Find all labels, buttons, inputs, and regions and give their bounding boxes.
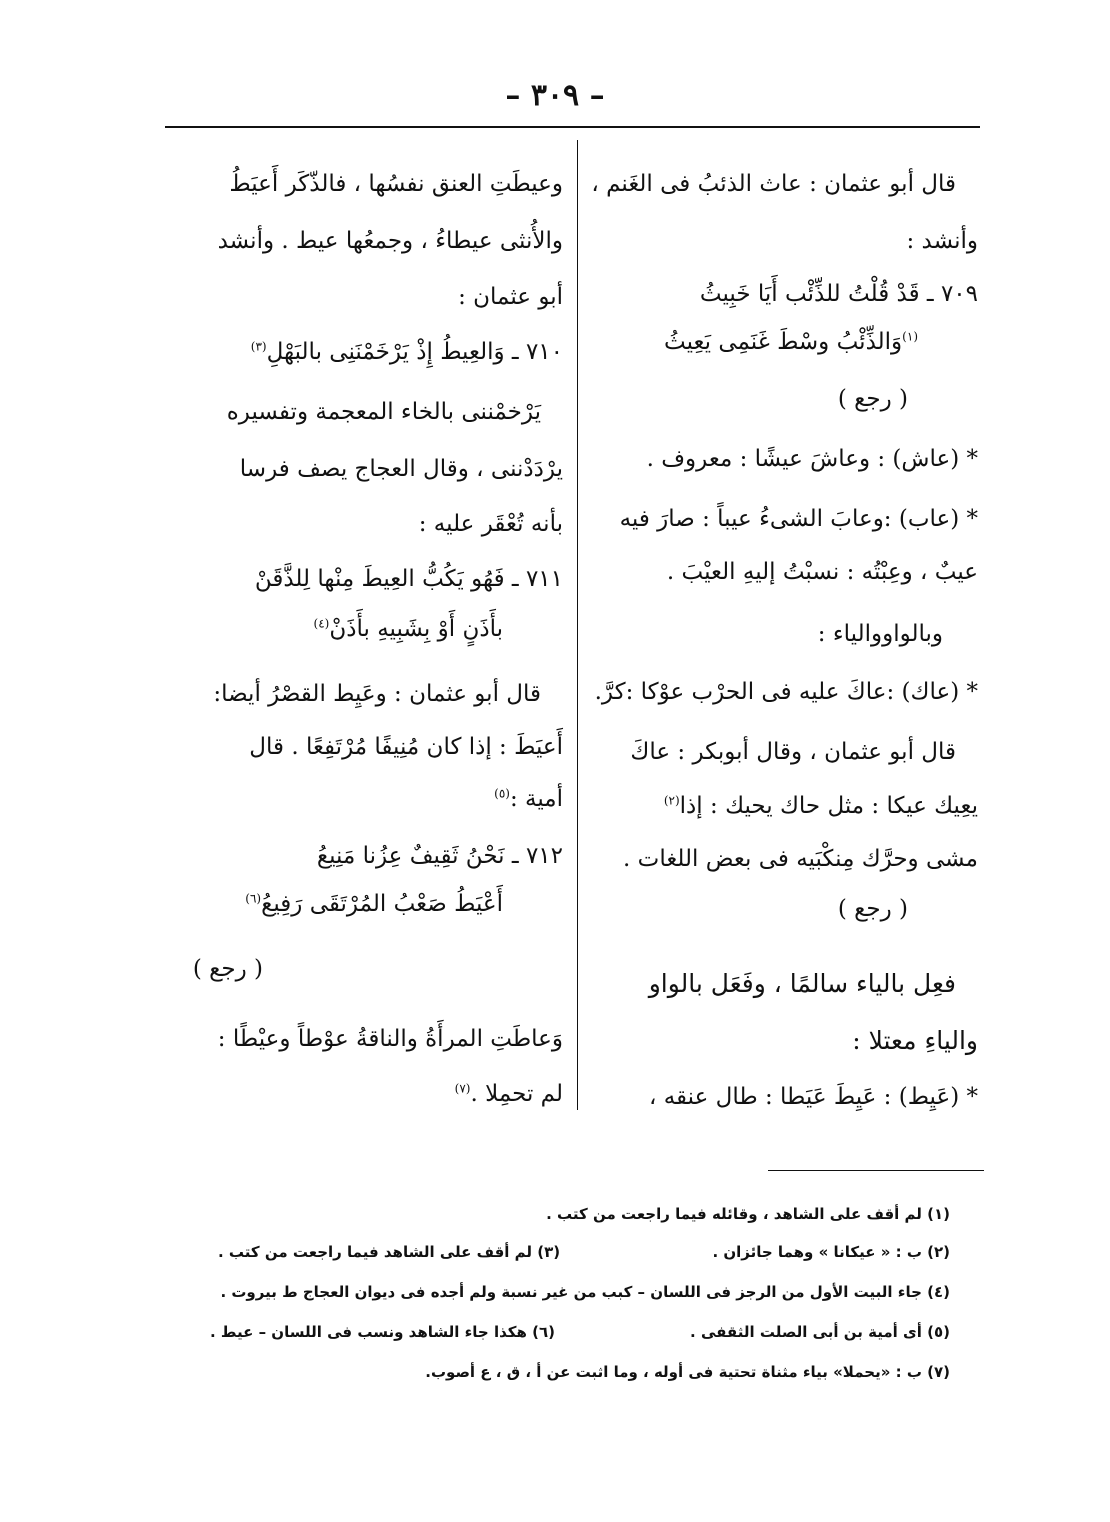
text-line <box>158 785 563 814</box>
footnote <box>200 1243 950 1261</box>
text-line <box>158 1080 563 1109</box>
text-segment: لم تحمِلا . <box>470 1081 563 1107</box>
text-line: والأُنثى عيطاءُ ، وجمعُها عيط . وأنشد <box>217 228 563 254</box>
entry-line: * (عاب) :وعابَ الشىءُ عيباً : صارَ فيه <box>619 506 978 532</box>
footnote-mark: (٦) <box>245 891 262 906</box>
page-number: – ٣٠٩ – <box>505 78 605 113</box>
footnote: (٤) جاء البيت الأول من الرجز فى اللسان – كبب من غير نسبة ولم أجده فى ديوان العجاج ط بيروت . <box>220 1283 950 1301</box>
verse-line <box>98 890 563 919</box>
text-line: قال أبو عثمان : وعَيِط القصْرُ أيضا: <box>213 681 541 707</box>
footnote: (٧) ب : «يحملا» بياء مثناة تحتية فى أوله ، وما اثبت عن أ ، ق ، ع أصوب. <box>425 1363 950 1381</box>
verse-text: أَعْيَطُ صَعْبُ المُرْتَقَى رَفِيعُ <box>261 891 503 917</box>
text-line: وَعاطَتِ المرأَةُ والناقةُ عوْطاً وعيْطًا : <box>217 1026 563 1052</box>
rajaz-marker: ( رجع ) <box>837 896 908 922</box>
footnote-right: (٥) أى أمية بن أبى الصلت الثقفى . <box>690 1323 950 1341</box>
section-heading: فعِل بالياء سالمًا ، وفَعَل بالواو <box>648 969 956 998</box>
text-line: بأنه تُعْقَر عليه : <box>418 511 563 537</box>
verse-line: ٧٠٩ ـ قَدْ قُلْتُ للذِّئْب أَيَا خَبِيثُ <box>699 281 978 307</box>
rajaz-marker: ( رجع ) <box>837 386 908 412</box>
footnote-mark: (٧) <box>454 1081 471 1096</box>
footnote-rule <box>768 1170 984 1171</box>
text-line: مشى وحرَّك مِنكْبَيه فى بعض اللغات . <box>623 846 978 872</box>
footnote-mark: (٢) <box>663 793 680 808</box>
verse-text: ٧١٠ ـ وَالعِيطُ إِذْ يَرْخَمْنَنِى بالبَهْلِ <box>266 339 563 365</box>
entry-line: * (عاش) : وعاشَ عيشًا : معروف . <box>646 446 978 472</box>
footnote-left: (٣) لم أقف على الشاهد فيما راجعت من كتب . <box>218 1243 561 1261</box>
text-line: وعيطَتِ العنق نفسُها ، فالذّكَر أَعيَطُ <box>229 171 563 197</box>
rajaz-marker: ( رجع ) <box>192 956 263 982</box>
entry-line: * (عاك) :عاكَ عليه فى الحرْب عوْكا :كرَّ. <box>594 679 978 705</box>
entry-line: * (عَيِط) : عَيِطَ عَيَطا : طال عنقه ، <box>648 1084 978 1110</box>
verse-text: بأَذَنٍ أَوْ بِشَبِيهِ بأَذَنْ <box>329 616 503 642</box>
verse-line <box>98 615 563 644</box>
footnote-mark: (١) <box>902 329 918 344</box>
section-heading: والياءِ معتلا : <box>852 1026 978 1055</box>
header-rule <box>165 126 980 128</box>
verse-line <box>540 328 978 357</box>
text-line: عيبٌ ، وعِبْتُه : نسبْتُ إليهِ العيْبَ . <box>666 559 978 585</box>
text-line: يَرْخمْننى بالخاء المعجمة وتفسيره <box>226 399 541 425</box>
text-line: قال أبو عثمان ، وقال أبوبكر : عاكَ <box>630 739 956 765</box>
footnote-mark: (٤) <box>313 616 330 631</box>
text-line <box>600 792 978 821</box>
section-heading: وبالواووالياء : <box>817 621 943 647</box>
footnote-right: (٢) ب : « عيكانا » وهما جائزان . <box>712 1243 950 1261</box>
text-line: يرْدَدْننى ، وقال العجاج يصف فرسا <box>239 456 563 482</box>
verse-line: ٧١٢ ـ نَحْنُ ثَقِيفٌ عِزُنا مَنِيعُ <box>316 843 563 869</box>
verse-text: وَالذِّئْبُ وسْطَ غَنَمِى يَعِيثُ <box>664 329 903 355</box>
footnote-mark: (٥) <box>494 786 510 801</box>
text-line: أَعيَطَ : إذا كان مُنِيفًا مُرْتَفِعًا . قال <box>249 734 563 760</box>
text-line: قال أبو عثمان : عاث الذئبُ فى الغَنم ، <box>591 171 956 197</box>
text-line: وأنشد : <box>906 228 978 254</box>
verse-line: ٧١١ ـ فَهُو يَكُبُّ العِيطَ مِنْها لِلذَّقَنْ <box>254 566 563 592</box>
verse-line <box>158 338 563 367</box>
text-segment: أمية : <box>509 786 563 812</box>
footnote <box>200 1323 950 1341</box>
text-line: أبو عثمان : <box>458 284 563 310</box>
footnote: (١) لم أقف على الشاهد ، وقائله فيما راجعت من كتب . <box>546 1205 950 1223</box>
footnote-mark: (٣) <box>250 339 267 354</box>
footnote-left: (٦) هكذا جاء الشاهد ونسب فى اللسان – عيط . <box>210 1323 555 1341</box>
text-segment: يعِيك عيكا : مثل حاك يحيك : إذا <box>679 793 978 819</box>
